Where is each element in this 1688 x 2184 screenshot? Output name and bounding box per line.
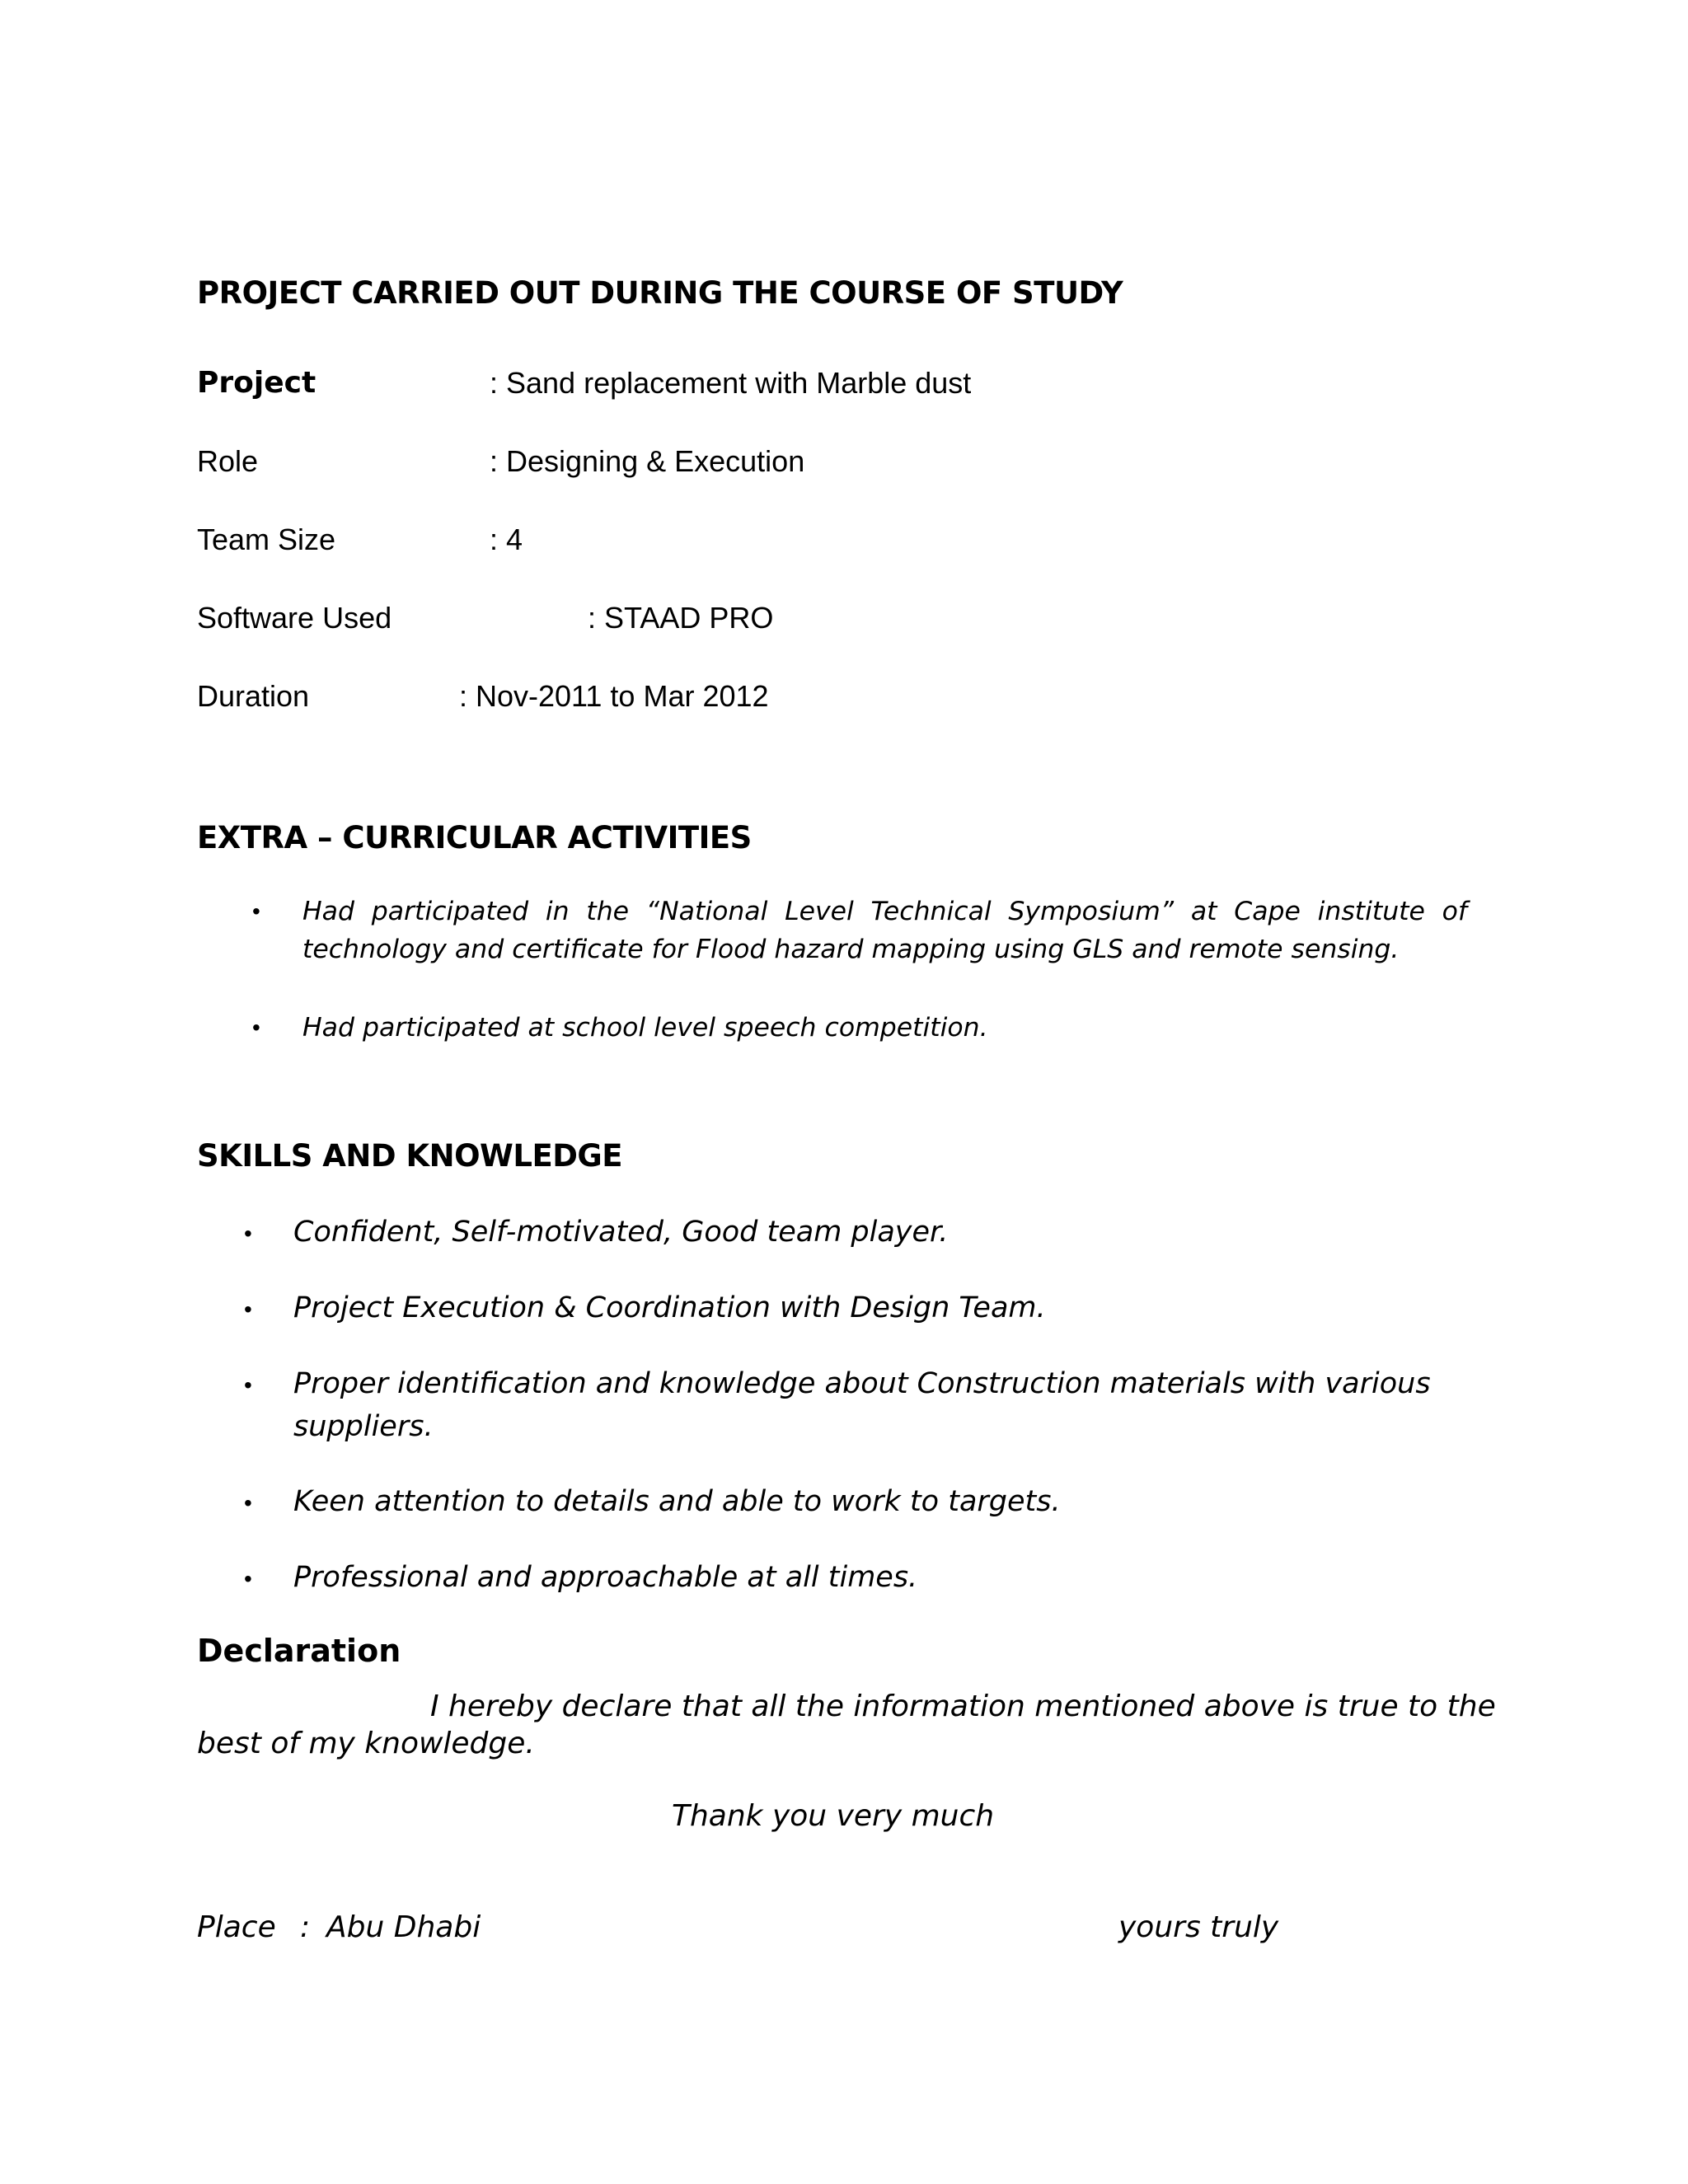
bullet-icon: • xyxy=(244,1221,252,1246)
skill-item-5: Professional and approachable at all times. xyxy=(293,1561,918,1594)
skills-heading: SKILLS AND KNOWLEDGE xyxy=(197,1138,623,1174)
declaration-line1: I hereby declare that all the information mentioned above is true to the xyxy=(430,1690,1496,1723)
extra-item-1-line1: Had participated in the “National Level Technical Symposium” at Cape institute of xyxy=(302,897,1467,926)
bullet-icon: • xyxy=(252,1015,260,1040)
declaration-heading: Declaration xyxy=(197,1633,401,1669)
duration-label: Duration xyxy=(197,679,310,713)
skill-item-3-line1: Proper identification and knowledge about Construction materials with various xyxy=(293,1367,1431,1400)
bullet-icon: • xyxy=(244,1566,252,1591)
bullet-icon: • xyxy=(244,1296,252,1322)
team-size-label: Team Size xyxy=(197,523,336,556)
project-label: Project xyxy=(197,366,316,400)
skill-item-4: Keen attention to details and able to work to targets. xyxy=(293,1485,1061,1518)
place-label: Place xyxy=(197,1910,276,1944)
skill-item-3-line2: suppliers. xyxy=(293,1410,434,1443)
bullet-icon: • xyxy=(244,1372,252,1398)
role-label: Role xyxy=(197,444,259,478)
duration-value: : Nov-2011 to Mar 2012 xyxy=(459,679,769,713)
place-separator: : xyxy=(300,1910,311,1944)
bullet-icon: • xyxy=(244,1490,252,1516)
declaration-line2: best of my knowledge. xyxy=(197,1727,535,1760)
team-size-value: : 4 xyxy=(490,523,523,556)
closing-text: yours truly xyxy=(1118,1910,1279,1944)
project-value: : Sand replacement with Marble dust xyxy=(490,366,972,400)
extra-item-1-line2: technology and certificate for Flood hazard mapping using GLS and remote sensing. xyxy=(302,935,1400,964)
role-value: : Designing & Execution xyxy=(490,444,805,478)
skill-item-1: Confident, Self-motivated, Good team player. xyxy=(293,1216,949,1249)
software-used-value: : STAAD PRO xyxy=(588,601,774,635)
software-used-label: Software Used xyxy=(197,601,392,635)
thank-you-text: Thank you very much xyxy=(672,1799,995,1833)
skill-item-2: Project Execution & Coordination with Design Team. xyxy=(293,1291,1046,1324)
project-section-heading: PROJECT CARRIED OUT DURING THE COURSE OF STUDY xyxy=(197,275,1123,311)
extra-item-2: Had participated at school level speech competition. xyxy=(302,1013,988,1043)
bullet-icon: • xyxy=(252,898,260,924)
extra-curricular-heading: EXTRA – CURRICULAR ACTIVITIES xyxy=(197,820,752,855)
place-value: Abu Dhabi xyxy=(326,1910,481,1944)
